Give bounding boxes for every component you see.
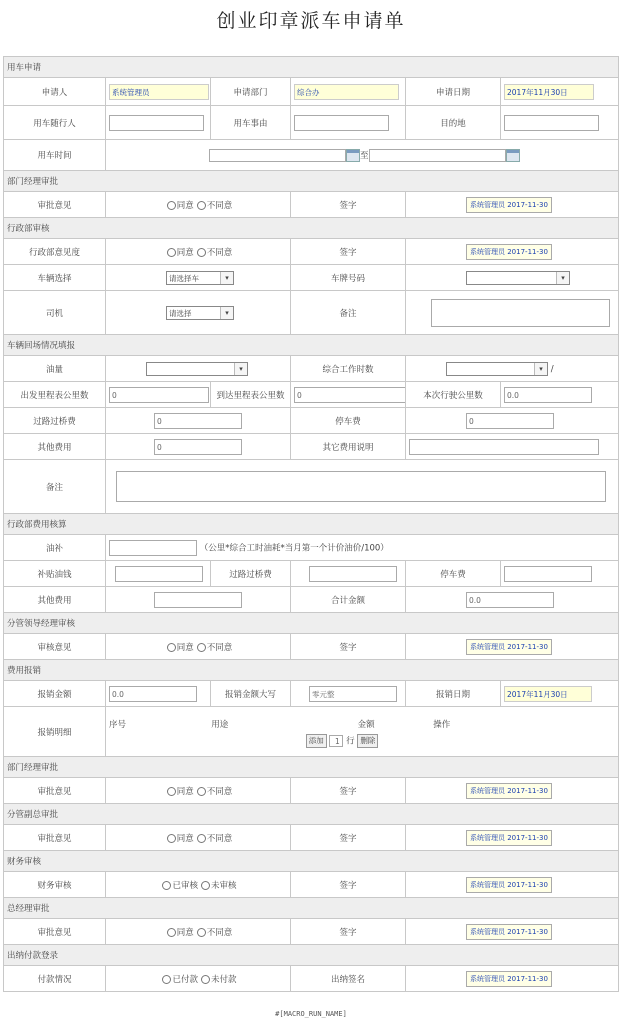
section-header-dept-manager: 部门经理审批 [4, 171, 619, 192]
dept-label: 申请部门 [211, 78, 291, 106]
companion-input[interactable] [109, 115, 204, 131]
reason-input[interactable] [294, 115, 389, 131]
toll-input[interactable]: 0 [154, 413, 242, 429]
apply-date-label: 申请日期 [406, 78, 501, 106]
calendar-icon[interactable] [506, 149, 520, 162]
disagree-label: 不同意 [206, 247, 233, 258]
amount-upper-label: 报销金额大写 [211, 681, 291, 707]
paid-radio[interactable] [162, 975, 171, 984]
agree-radio[interactable] [167, 787, 176, 796]
sign-label: 签字 [291, 919, 406, 945]
destination-label: 目的地 [406, 106, 501, 140]
calc-other-input[interactable] [154, 592, 242, 608]
parking-label: 停车费 [291, 408, 406, 434]
section-header-vp-approve: 分管副总审批 [4, 804, 619, 825]
applicant-label: 申请人 [4, 78, 106, 106]
time-to-label: 至 [360, 150, 369, 161]
use-time-label: 用车时间 [4, 140, 106, 171]
calendar-icon[interactable] [346, 149, 360, 162]
car-select-value: 请选择车 [169, 273, 199, 283]
agree-label: 同意 [176, 786, 194, 797]
disagree-label: 不同意 [206, 786, 233, 797]
return-note-textarea[interactable] [116, 471, 606, 502]
section-header-cost-calc: 行政部费用核算 [4, 514, 619, 535]
agree-radio[interactable] [167, 201, 176, 210]
reason-label: 用车事由 [211, 106, 291, 140]
page-title: 创业印章派车申请单 [216, 10, 406, 32]
not-reviewed-radio[interactable] [201, 881, 210, 890]
chevron-down-icon: ▾ [534, 363, 547, 375]
signature-field: 系统管理员 2017-11-30 [466, 877, 552, 893]
other-fee-note-input[interactable] [409, 439, 599, 455]
sign-label: 签字 [291, 192, 406, 218]
signature-field: 系统管理员 2017-11-30 [466, 971, 552, 987]
section-header-return: 车辆回场情况填报 [4, 335, 619, 356]
application-form [3, 56, 619, 992]
agree-label: 同意 [176, 200, 194, 211]
agree-label: 同意 [176, 927, 194, 938]
dept-field[interactable]: 综合办 [294, 84, 399, 100]
work-hours-suffix: / [550, 364, 554, 374]
return-note-label: 备注 [4, 460, 106, 514]
signature-field: 系统管理员 2017-11-30 [466, 197, 552, 213]
section-header-admin-review: 行政部审核 [4, 218, 619, 239]
fuel-subsidy-label: 油补 [4, 535, 106, 561]
section-header-cashier: 出纳付款登录 [4, 945, 619, 966]
reviewed-label: 已审核 [172, 880, 198, 891]
disagree-label: 不同意 [206, 200, 233, 211]
signature-field: 系统管理员 2017-11-30 [466, 244, 552, 260]
disagree-label: 不同意 [206, 642, 233, 653]
col-no: 序号 [109, 719, 127, 730]
payment-status-label: 付款情况 [4, 966, 106, 992]
signature-field: 系统管理员 2017-11-30 [466, 783, 552, 799]
chevron-down-icon: ▾ [220, 272, 233, 284]
disagree-radio[interactable] [197, 643, 206, 652]
chevron-down-icon: ▾ [234, 363, 247, 375]
add-row-button[interactable]: 添加 [306, 734, 327, 748]
unpaid-label: 未付款 [211, 974, 237, 985]
footer-macro: #[MACRO_RUN_NAME] [275, 1010, 347, 1018]
section-header-dept-approve: 部门经理审批 [4, 757, 619, 778]
row-unit: 行 [346, 736, 355, 746]
calc-parking-input[interactable] [504, 566, 592, 582]
opinion-label: 审批意见 [4, 825, 106, 851]
fuel-qty-select[interactable] [146, 362, 248, 376]
calc-toll-input[interactable] [309, 566, 397, 582]
work-hours-select[interactable] [446, 362, 548, 376]
col-amount: 金额 [357, 719, 375, 730]
sign-label: 签字 [291, 634, 406, 660]
car-select-label: 车辆选择 [4, 265, 106, 291]
companion-label: 用车随行人 [4, 106, 106, 140]
agree-label: 同意 [176, 642, 194, 653]
col-use: 用途 [211, 719, 229, 730]
sign-label: 签字 [291, 239, 406, 265]
reimburse-date-label: 报销日期 [406, 681, 501, 707]
plate-select[interactable] [466, 271, 570, 285]
disagree-radio[interactable] [197, 834, 206, 843]
section-header-gm-approve: 总经理审批 [4, 898, 619, 919]
agree-label: 同意 [176, 833, 194, 844]
reimburse-detail-label: 报销明细 [4, 707, 106, 757]
end-odometer-input[interactable]: 0 [294, 387, 406, 403]
section-header-apply: 用车申请 [4, 57, 619, 78]
disagree-label: 不同意 [206, 927, 233, 938]
car-select[interactable] [166, 271, 234, 285]
end-odometer-label: 到达里程表公里数 [211, 382, 291, 408]
col-op: 操作 [433, 719, 451, 730]
parking-input[interactable]: 0 [466, 413, 554, 429]
disagree-radio[interactable] [197, 787, 206, 796]
unpaid-radio[interactable] [201, 975, 210, 984]
other-fee-label: 其他费用 [4, 434, 106, 460]
opinion-label: 审核意见 [4, 634, 106, 660]
driver-select[interactable] [166, 306, 234, 320]
cashier-sign-label: 出纳签名 [291, 966, 406, 992]
total-label: 合计金额 [291, 587, 406, 613]
fuel-subsidy-hint: （公里*综合工时油耗*当月第一个计价油价/100） [199, 543, 389, 553]
paid-label: 已付款 [172, 974, 198, 985]
sign-label: 签字 [291, 872, 406, 898]
fuel-subsidy-input[interactable] [109, 540, 197, 556]
disagree-radio[interactable] [197, 248, 206, 257]
fuel-money-label: 补贴油钱 [4, 561, 106, 587]
not-reviewed-label: 未审核 [211, 880, 237, 891]
applicant-field[interactable]: 系统管理员 [109, 84, 209, 100]
opinion-label: 审批意见 [4, 919, 106, 945]
amount-upper-input[interactable]: 零元整 [309, 686, 397, 702]
delete-row-button[interactable]: 删除 [357, 734, 378, 748]
other-fee-input[interactable]: 0 [154, 439, 242, 455]
sign-label: 签字 [291, 778, 406, 804]
signature-field: 系统管理员 2017-11-30 [466, 830, 552, 846]
toll-label: 过路过桥费 [4, 408, 106, 434]
calc-toll-label: 过路过桥费 [211, 561, 291, 587]
reviewed-radio[interactable] [162, 881, 171, 890]
reimburse-amount-label: 报销金额 [4, 681, 106, 707]
disagree-radio[interactable] [197, 201, 206, 210]
remark-textarea[interactable] [431, 299, 610, 327]
destination-input[interactable] [504, 115, 599, 131]
calc-other-label: 其他费用 [4, 587, 106, 613]
finance-review-label: 财务审核 [4, 872, 106, 898]
row-count-input[interactable]: 1 [329, 735, 343, 747]
opinion-label: 审批意见 [4, 192, 106, 218]
disagree-label: 不同意 [206, 833, 233, 844]
reimburse-date-input[interactable]: 2017年11月30日 [504, 686, 592, 702]
agree-radio[interactable] [167, 928, 176, 937]
agree-radio[interactable] [167, 834, 176, 843]
disagree-radio[interactable] [197, 928, 206, 937]
distance-input[interactable]: 0.0 [504, 387, 592, 403]
section-header-reimburse: 费用报销 [4, 660, 619, 681]
fuel-money-input[interactable] [115, 566, 203, 582]
plate-label: 车牌号码 [291, 265, 406, 291]
agree-radio[interactable] [167, 248, 176, 257]
section-header-leader-review: 分管领导经理审核 [4, 613, 619, 634]
start-odometer-label: 出发里程表公里数 [4, 382, 106, 408]
opinion-label: 审批意见 [4, 778, 106, 804]
start-odometer-input[interactable]: 0 [109, 387, 209, 403]
reimburse-amount-input[interactable]: 0.0 [109, 686, 197, 702]
signature-field: 系统管理员 2017-11-30 [466, 639, 552, 655]
signature-field: 系统管理员 2017-11-30 [466, 924, 552, 940]
chevron-down-icon: ▾ [556, 272, 569, 284]
admin-opinion-label: 行政部意见度 [4, 239, 106, 265]
remark-label: 备注 [291, 291, 406, 335]
total-input[interactable]: 0.0 [466, 592, 554, 608]
other-fee-note-label: 其它费用说明 [291, 434, 406, 460]
sign-label: 签字 [291, 825, 406, 851]
fuel-qty-label: 油量 [4, 356, 106, 382]
section-header-finance: 财务审核 [4, 851, 619, 872]
driver-select-value: 请选择 [169, 308, 192, 318]
agree-radio[interactable] [167, 643, 176, 652]
start-time-input[interactable] [209, 149, 346, 162]
agree-label: 同意 [176, 247, 194, 258]
distance-label: 本次行驶公里数 [406, 382, 501, 408]
detail-table [106, 718, 486, 730]
driver-label: 司机 [4, 291, 106, 335]
apply-date-field[interactable]: 2017年11月30日 [504, 84, 594, 100]
end-time-input[interactable] [369, 149, 506, 162]
chevron-down-icon: ▾ [220, 307, 233, 319]
calc-parking-label: 停车费 [406, 561, 501, 587]
work-hours-label: 综合工作时数 [291, 356, 406, 382]
